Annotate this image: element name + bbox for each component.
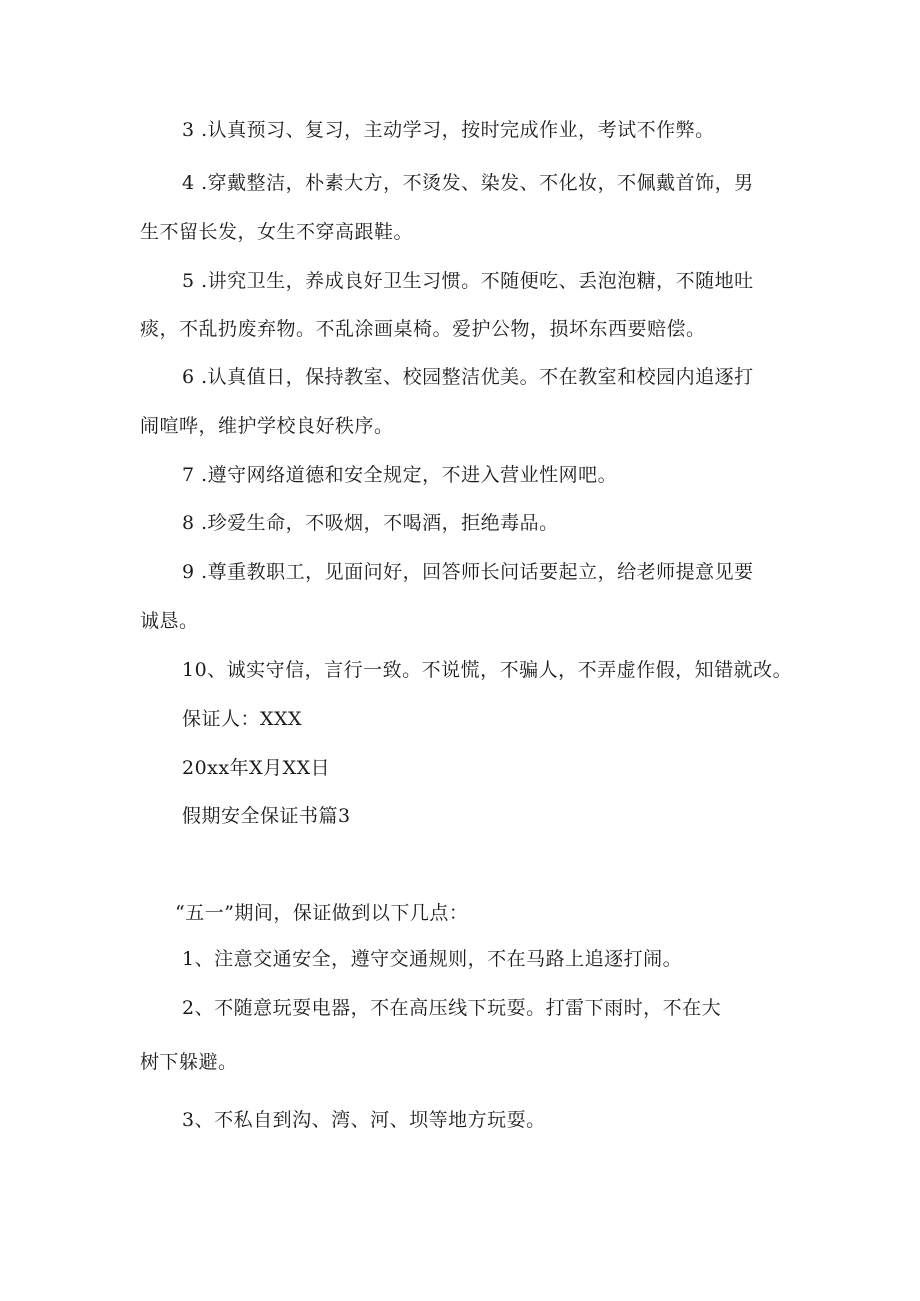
paragraph-9-line-1: 9 .尊重教职工，见面问好，回答师长问话要起立，给老师提意见要 xyxy=(182,561,754,583)
item-2-line-1: 2、不随意玩耍电器，不在高压线下玩耍。打雷下雨时，不在大 xyxy=(182,997,722,1019)
guarantor-line: 保证人：XXX xyxy=(182,708,303,730)
paragraph-5-line-1: 5 .讲究卫生，养成良好卫生习惯。不随便吃、丢泡泡糖，不随地吐 xyxy=(182,270,754,292)
paragraph-6-line-1: 6 .认真值日，保持教室、校园整洁优美。不在教室和校园内追逐打 xyxy=(182,366,754,388)
paragraph-5-line-2: 痰，不乱扔废弃物。不乱涂画桌椅。爱护公物，损坏东西要赔偿。 xyxy=(140,318,706,340)
date-line: 20xx年X月XX日 xyxy=(182,757,331,779)
paragraph-3-line-1: 3 .认真预习、复习，主动学习，按时完成作业，考试不作弊。 xyxy=(182,119,715,141)
paragraph-10-line-1: 10、诚实守信，言行一致。不说慌，不骗人，不弄虚作假，知错就改。 xyxy=(182,659,793,681)
item-1-line-1: 1、注意交通安全，遵守交通规则，不在马路上追逐打闹。 xyxy=(182,948,683,970)
paragraph-4-line-2: 生不留长发，女生不穿高跟鞋。 xyxy=(140,221,414,243)
item-3-line-1: 3、不私自到沟、湾、河、坝等地方玩耍。 xyxy=(182,1109,546,1131)
item-2-line-2: 树下躲避。 xyxy=(140,1051,238,1073)
intro-line: “五一”期间，保证做到以下几点： xyxy=(175,902,469,924)
paragraph-7-line-1: 7 .遵守网络道德和安全规定，不进入营业性网吧。 xyxy=(182,464,618,486)
paragraph-6-line-2: 闹喧哗，维护学校良好秩序。 xyxy=(140,415,394,437)
paragraph-9-line-2: 诚恳。 xyxy=(140,610,199,632)
section-title: 假期安全保证书篇3 xyxy=(182,805,351,827)
paragraph-8-line-1: 8 .珍爱生命，不吸烟，不喝酒，拒绝毒品。 xyxy=(182,512,559,534)
paragraph-4-line-1: 4 .穿戴整洁，朴素大方，不烫发、染发、不化妆，不佩戴首饰，男 xyxy=(182,172,754,194)
